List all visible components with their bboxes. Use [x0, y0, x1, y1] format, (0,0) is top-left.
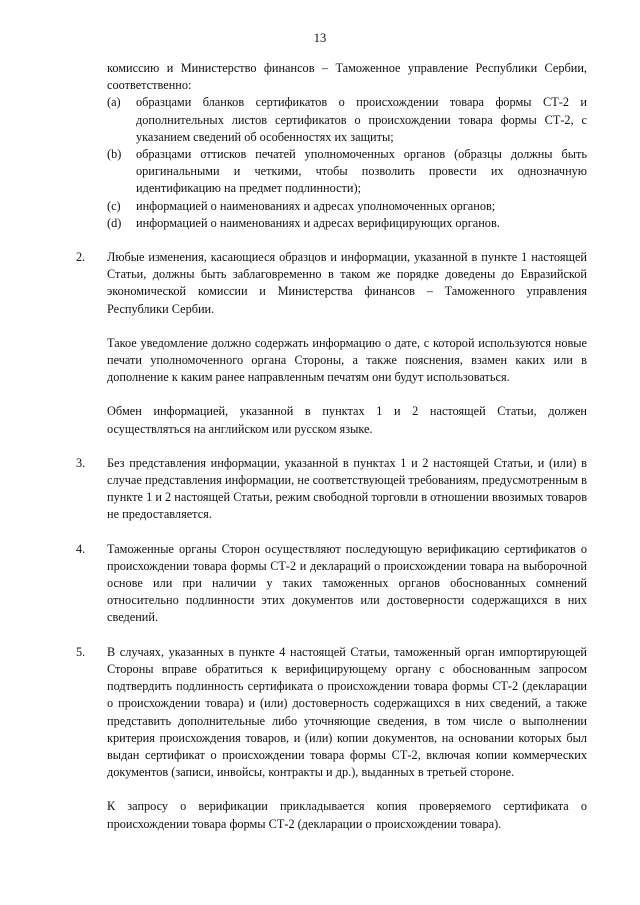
intro-paragraph: комиссию и Министерство финансов – Таможенное управление Республики Сербии, соответственно: — [107, 61, 587, 93]
clause-5 — [76, 644, 587, 833]
clause-paragraph: К запросу о верификации прикладывается копия проверяемого сертификата о происхождении товара формы СТ-2 (декларации о происхождении товара). — [107, 799, 587, 831]
clause-number: 3. — [76, 455, 86, 470]
clause-3 — [76, 455, 587, 524]
clause-paragraph: Такое уведомление должно содержать информацию о дате, с которой используются новые печати уполномоченного органа Стороны, а также пояснения, взамен каких или в дополнение к каким ранее направленным печатям они будут использоваться. — [107, 335, 587, 385]
clause-number: 2. — [76, 250, 86, 265]
document-body — [76, 60, 587, 833]
clause-paragraph: В случаях, указанных в пункте 4 настоящей Статьи, таможенный орган импортирующей Стороны вправе обратиться к верифицирующему органу с обоснованным запросом подтвердить подлинность сертификата о происхождении товара формы СТ-2 (декларации о происхождении товара) и (или) достоверность содержащихся в них сведений, а также представить дополнительные либо уточняющие сведения, в том числе о выполнении критерия происхождения товаров, и (или) копии документов, на основании которых был выдан сертификат о происхождении товара формы СТ-2, включая копии коммерческих документов (записи, инвойсы, контракты и др.), выданных в третьей стороне. — [107, 644, 587, 780]
list-item-text: образцами бланков сертификатов о происхождении товара формы СТ-2 и дополнительных листов сертификатов о происхождении товара формы СТ-2, с указанием сведений об особенностях их защиты; — [136, 95, 587, 144]
clause-2 — [76, 249, 587, 438]
sub-item-list — [107, 94, 587, 232]
list-item — [107, 215, 587, 232]
clause-number: 4. — [76, 541, 86, 556]
list-item-label: (a) — [107, 95, 121, 110]
page-number: 13 — [313, 31, 327, 45]
clause-number: 5. — [76, 644, 86, 659]
clause-paragraph: Таможенные органы Сторон осуществляют последующую верификацию сертификатов о происхождении товара формы СТ-2 и деклараций о происхождении товара на выборочной основе или при наличии у таких таможенных органов обоснованных сомнений относительно подлинности этих документов или достоверности содержащихся в них сведений. — [107, 541, 587, 625]
clause-paragraph: Без представления информации, указанной в пунктах 1 и 2 настоящей Статьи, и (или) в случае представления информации, не соответствующей требованиям, предусмотренным в пункте 1 и 2 настоящей Статьи, режим свободной торговли в отношении ввозимых товаров не предоставляется. — [107, 455, 587, 522]
list-item-label: (c) — [107, 198, 121, 213]
list-item-text: информацией о наименованиях и адресах уполномоченных органов; — [136, 198, 496, 213]
list-item-text: образцами оттисков печатей уполномоченных органов (образцы должны быть оригинальными и четкими, чтобы позволить провести их однозначную идентификацию на предмет подлинности); — [136, 147, 587, 196]
list-item-label: (b) — [107, 147, 122, 162]
list-item-text: информацией о наименованиях и адресах верифицирующих органов. — [136, 215, 500, 230]
clause-paragraph: Любые изменения, касающиеся образцов и информации, указанной в пункте 1 настоящей Статьи, должны быть заблаговременно в таком же порядке доведены до Евразийской экономической комиссии и Министерства финансов – Таможенного управления Республики Сербии. — [107, 250, 587, 316]
list-item-label: (d) — [107, 215, 122, 230]
clause-1-continuation — [107, 60, 587, 232]
list-item — [107, 198, 587, 215]
list-item — [107, 146, 587, 198]
clause-paragraph: Обмен информацией, указанной в пунктах 1 и 2 настоящей Статьи, должен осуществляться на английском или русском языке. — [107, 404, 587, 436]
list-item — [107, 94, 587, 146]
clause-4 — [76, 541, 587, 627]
